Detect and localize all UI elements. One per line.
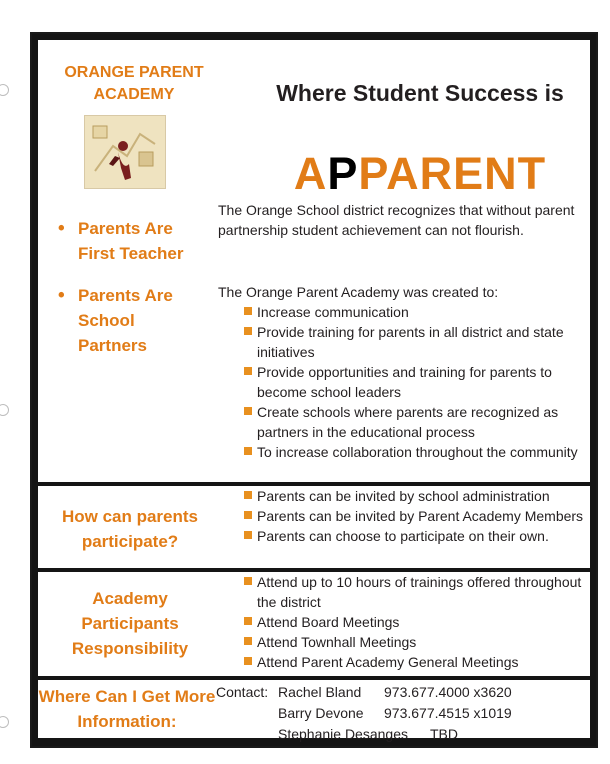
page-title: Where Student Success is bbox=[276, 80, 564, 106]
goal-item: Create schools where parents are recognized as partners in the educational process bbox=[242, 402, 592, 442]
contact-phone: 973.677.4000 x3620 bbox=[384, 684, 512, 700]
participate-item: Parents can be invited by Parent Academy Members bbox=[242, 506, 592, 526]
puzzle-logo bbox=[84, 115, 166, 189]
binder-hole bbox=[0, 716, 9, 728]
participate-item: Parents can be invited by school administration bbox=[242, 486, 592, 506]
contact-name: Rachel Bland bbox=[278, 684, 362, 700]
apparent-p: P bbox=[327, 148, 359, 199]
contact-name: Barry Devone bbox=[278, 705, 364, 721]
side-point: • Parents Are School Partners bbox=[58, 283, 208, 358]
apparent-prefix: A bbox=[293, 148, 328, 199]
apparent-rest: PARENT bbox=[358, 148, 547, 199]
binder-hole bbox=[0, 404, 9, 416]
intro-text: The Orange School district recognizes that without parent partnership student achievement can not flourish. bbox=[218, 202, 575, 238]
side-point: • Parents Are First Teacher bbox=[58, 216, 208, 266]
goals-list bbox=[242, 302, 592, 462]
puzzle-icon bbox=[85, 116, 165, 188]
academy-name: ORANGE PARENT ACADEMY bbox=[64, 64, 204, 103]
responsibility-item: Attend Parent Academy General Meetings bbox=[242, 652, 592, 672]
goal-item: Provide training for parents in all district and state initiatives bbox=[242, 322, 592, 362]
flyer bbox=[30, 32, 598, 748]
participate-item: Parents can choose to participate on their own. bbox=[242, 526, 592, 546]
participate-label: How can parents participate? bbox=[61, 507, 199, 551]
responsibility-label: Academy Participants Responsibility bbox=[71, 589, 189, 658]
goal-item: To increase collaboration throughout the community bbox=[242, 442, 592, 462]
responsibility-item: Attend Townhall Meetings bbox=[242, 632, 592, 652]
responsibility-item: Attend up to 10 hours of trainings offered throughout the district bbox=[242, 572, 592, 612]
responsibility-panel bbox=[38, 572, 590, 676]
responsibility-item: Attend Board Meetings bbox=[242, 612, 592, 632]
contact-panel bbox=[38, 680, 590, 742]
participate-list bbox=[242, 486, 592, 546]
participate-panel bbox=[38, 486, 590, 568]
side-points bbox=[58, 216, 208, 358]
contact-phone: TBD bbox=[430, 726, 458, 742]
contact-label: Contact: bbox=[216, 684, 269, 700]
header-and-intro-panel bbox=[38, 40, 590, 482]
created-lead: The Orange Parent Academy was created to: bbox=[218, 284, 499, 300]
contact-phone: 973.677.4515 x1019 bbox=[384, 705, 512, 721]
contact-name: Stephanie Desanges bbox=[278, 726, 408, 742]
binder-hole bbox=[0, 84, 9, 96]
apparent-banner bbox=[250, 148, 590, 200]
responsibility-list bbox=[242, 572, 592, 672]
contact-heading: Where Can I Get More Information: bbox=[38, 687, 216, 731]
goal-item: Provide opportunities and training for parents to become school leaders bbox=[242, 362, 592, 402]
goal-item: Increase communication bbox=[242, 302, 592, 322]
